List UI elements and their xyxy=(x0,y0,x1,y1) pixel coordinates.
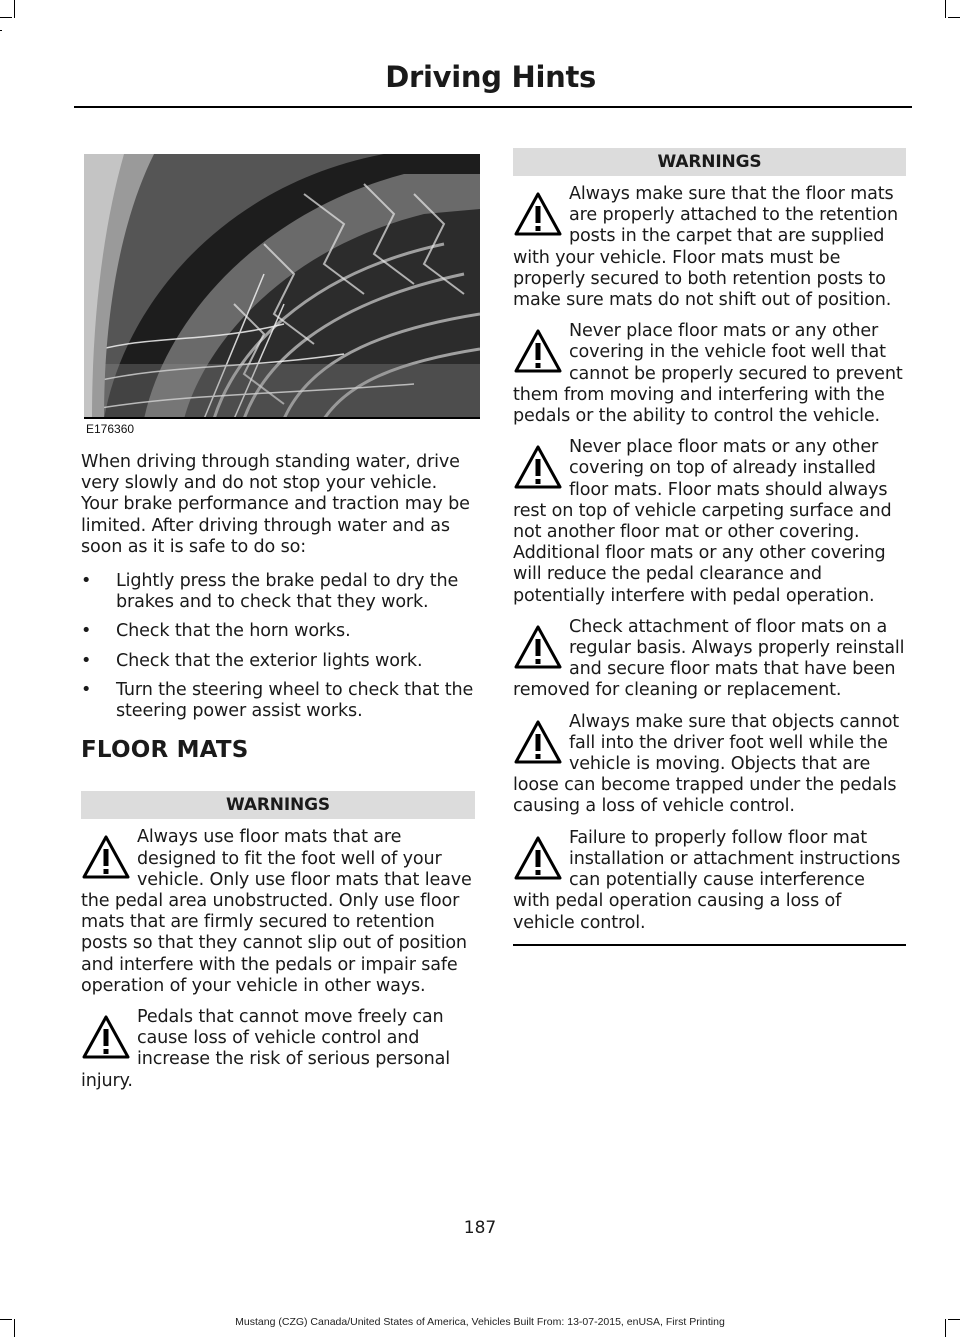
warning-text: Check attachment of floor mats on a regular basis. Always properly reinstall and secure floor mats that have been removed for cleaning or replacement. xyxy=(513,616,905,701)
list-item: • Lightly press the brake pedal to dry the brakes and to check that they work. xyxy=(81,571,475,613)
footer-text: Mustang (CZG) Canada/United States of America, Vehicles Built From: 13-07-2015, enUSA, First Printing xyxy=(235,1316,725,1328)
warning-item xyxy=(513,712,906,818)
right-column xyxy=(513,148,906,946)
warning-text: Always make sure that objects cannot fall into the driver foot well while the vehicle is moving. Objects that are loose can become trapped under the pedals causing a loss of vehicle control. xyxy=(513,711,900,817)
warning-triangle-icon xyxy=(513,443,563,493)
warning-text: Always use floor mats that are designed to fit the foot well of your vehicle. Only use floor mats that leave the pedal area unobstructed. Only use floor mats that are firmly secured to retention posts so that they cannot slip out of position and interfere with the pedals or impair safe operation of your vehicle in other ways. xyxy=(81,827,472,996)
warning-item xyxy=(513,828,906,934)
crop-mark xyxy=(0,30,2,31)
warning-triangle-icon xyxy=(513,190,563,240)
list-item: • Check that the horn works. xyxy=(81,621,475,642)
list-item: • Turn the steering wheel to check that the steering power assist works. xyxy=(81,680,475,722)
figure-wheel-water xyxy=(84,154,480,419)
warning-triangle-icon xyxy=(513,623,563,673)
section-heading: FLOOR MATS xyxy=(81,737,249,764)
warning-item xyxy=(81,1007,475,1092)
left-column xyxy=(81,452,475,1102)
header-divider xyxy=(74,106,912,108)
warning-text: Failure to properly follow floor mat installation or attachment instructions can potentially cause interference with pedal operation causing a loss of vehicle control. xyxy=(513,827,901,933)
warnings-end-divider xyxy=(513,944,906,946)
crop-mark xyxy=(0,17,12,18)
list-item: • Check that the exterior lights work. xyxy=(81,651,475,672)
warning-text: Never place floor mats or any other covering on top of already installed floor mats. Floor mats should always rest on top of vehicle carpeting surface and not another floor mat or other covering. Additional floor mats or any other covering will reduce the pedal clearance and potentially interfere with pedal operation. xyxy=(513,437,892,606)
crop-mark xyxy=(14,0,15,18)
warning-item xyxy=(513,617,906,702)
warning-item xyxy=(81,827,475,997)
warnings-header: WARNINGS xyxy=(513,148,906,176)
warning-text: Pedals that cannot move freely can cause loss of vehicle control and increase the risk of serious personal injury. xyxy=(81,1007,451,1091)
warning-triangle-icon xyxy=(513,327,563,377)
crop-mark xyxy=(948,17,960,18)
wheel-water-illustration xyxy=(84,154,480,419)
warning-item xyxy=(513,321,906,427)
warning-triangle-icon xyxy=(513,834,563,884)
warning-triangle-icon xyxy=(513,718,563,768)
warning-item xyxy=(513,437,906,607)
page-title: Driving Hints xyxy=(385,60,596,94)
intro-paragraph: When driving through standing water, drive very slowly and do not stop your vehicle. Your brake performance and traction may be limited. After driving through water and as soon as it is safe to do so: xyxy=(81,452,470,557)
crop-mark xyxy=(945,0,946,18)
warnings-header: WARNINGS xyxy=(81,791,475,819)
bullet-list xyxy=(81,571,475,722)
warning-triangle-icon xyxy=(81,1013,131,1063)
warning-item xyxy=(513,184,906,311)
warning-text: Always make sure that the floor mats are properly attached to the retention posts in the carpet that are supplied with your vehicle. Floor mats must be properly secured to both retention posts to make sure mats do not shift out of position. xyxy=(513,184,898,311)
warning-triangle-icon xyxy=(81,833,131,883)
figure-label: E176360 xyxy=(86,422,135,436)
page-number: 187 xyxy=(463,1218,497,1238)
warning-text: Never place floor mats or any other covering in the vehicle foot well that cannot be properly secured to prevent them from moving and interfering with the pedals or the ability to control the vehicle. xyxy=(513,321,903,427)
